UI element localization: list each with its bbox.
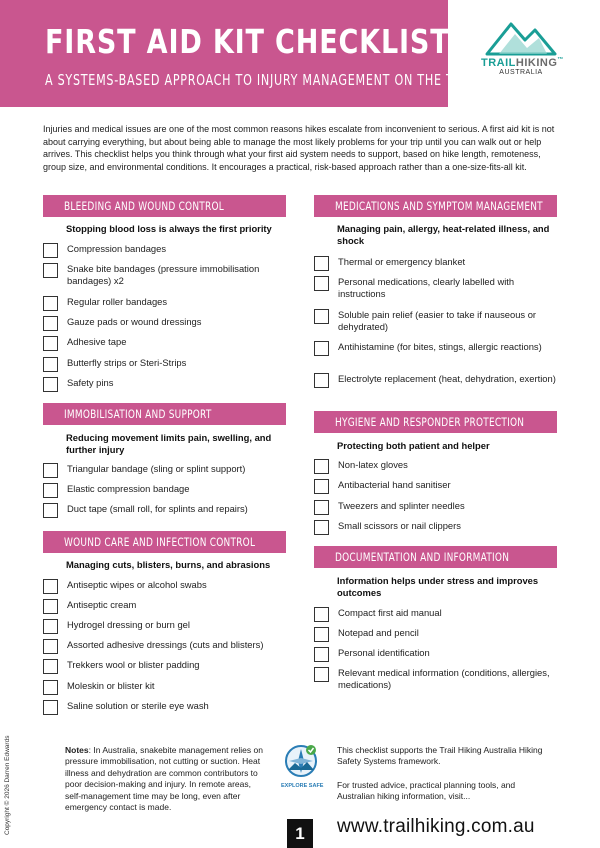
checkbox-icon[interactable] [314,276,329,291]
checklist-item-label: Personal identification [338,647,430,658]
checkbox-icon[interactable] [43,357,58,372]
checklist-item [43,263,286,288]
checklist-item [43,700,286,715]
checkbox-icon[interactable] [314,647,329,662]
section-title: MEDICATIONS AND SYMPTOM MANAGEMENT [335,199,543,213]
checkbox-icon[interactable] [43,700,58,715]
badge-label: EXPLORE SAFE [281,783,324,789]
checkbox-icon[interactable] [43,659,58,674]
checklist-item [43,336,286,351]
checklist-item-label: Saline solution or sterile eye wash [67,700,209,711]
checkbox-icon[interactable] [43,316,58,331]
checklist-item-label: Assorted adhesive dressings (cuts and blisters) [67,639,264,650]
checklist-item [314,309,557,334]
checklist-item-label: Butterfly strips or Steri-Strips [67,357,187,368]
checklist-item [43,619,286,634]
checklist-item [43,243,286,258]
checkbox-icon[interactable] [43,377,58,392]
checklist-item [314,607,557,622]
checklist-item-label: Small scissors or nail clippers [338,520,461,531]
checkbox-icon[interactable] [314,256,329,271]
checklist-item-label: Elastic compression bandage [67,483,190,494]
section-title: BLEEDING AND WOUND CONTROL [64,199,225,213]
section-lead: Managing pain, allergy, heat-related illness, and shock [337,223,550,247]
checkbox-icon[interactable] [314,627,329,642]
section-title: IMMOBILISATION AND SUPPORT [64,407,212,421]
section-header [314,546,557,568]
checklist-item-label: Adhesive tape [67,336,127,347]
checklist-item-label: Triangular bandage (sling or splint support) [67,463,246,474]
checklist-item-label: Duct tape (small roll, for splints and repairs) [67,503,248,514]
logo-wordmark [481,57,564,69]
checklist-item [314,276,557,301]
section-header [314,195,557,217]
checkbox-icon[interactable] [314,500,329,515]
checklist-item-label: Antiseptic cream [67,599,137,610]
checkbox-icon[interactable] [314,667,329,682]
checklist-item [314,520,557,535]
checklist-item-label: Soluble pain relief (easier to take if nauseous or dehydrated) [338,309,537,333]
checklist-item [43,316,286,331]
checkbox-icon[interactable] [314,373,329,388]
section-title: HYGIENE AND RESPONDER PROTECTION [335,415,525,429]
checklist-item [43,579,286,594]
section-lead: Reducing movement limits pain, swelling, and further injury [66,432,272,456]
checklist-item-label: Compression bandages [67,243,167,254]
checklist-item [314,341,557,356]
notes-label: Notes [65,745,89,755]
notes-block [65,745,263,813]
checklist-item [314,459,557,474]
checklist-item [43,296,286,311]
support-text-2: For trusted advice, practical planning tools, and Australian hiking information, visit... [337,779,516,802]
checkbox-icon[interactable] [43,579,58,594]
checklist-item-label: Notepad and pencil [338,627,419,638]
checklist-item [43,599,286,614]
checklist-item-label: Trekkers wool or blister padding [67,659,200,670]
checkbox-icon[interactable] [43,296,58,311]
checkbox-icon[interactable] [43,599,58,614]
checklist-item-label: Moleskin or blister kit [67,680,155,691]
checkbox-icon[interactable] [43,619,58,634]
mountain-logo-icon [485,18,557,56]
logo-tm: ™ [557,57,564,63]
checkbox-icon[interactable] [43,243,58,258]
page-number: 1 [287,819,313,848]
checklist-item-label: Electrolyte replacement (heat, dehydration, exertion) [338,373,556,384]
checklist-item [314,256,557,271]
section-lead: Information helps under stress and improves outcomes [337,575,539,599]
trailhiking-logo [481,18,564,88]
section-lead: Managing cuts, blisters, burns, and abrasions [66,559,271,570]
checkbox-icon[interactable] [43,639,58,654]
checkbox-icon[interactable] [43,680,58,695]
checklist-item-label: Antiseptic wipes or alcohol swabs [67,579,207,590]
checkbox-icon[interactable] [314,459,329,474]
checklist-item-label: Thermal or emergency blanket [338,256,466,267]
checklist-item-label: Relevant medical information (conditions, allergies, medications) [338,667,550,691]
page-title: FIRST AID KIT CHECKLIST [45,22,450,61]
checklist-item [43,357,286,372]
checklist-item-label: Antibacterial hand sanitiser [338,479,451,490]
section-header [314,411,557,433]
checkbox-icon[interactable] [43,483,58,498]
checkbox-icon[interactable] [314,479,329,494]
checkbox-icon[interactable] [43,463,58,478]
checklist-item-label: Hydrogel dressing or burn gel [67,619,190,630]
checklist-item [314,373,557,388]
copyright-text: Copyright © 2026 Darren Edwards [4,735,11,835]
checklist-item-label: Personal medications, clearly labelled with instructions [338,276,515,300]
intro-paragraph: Injuries and medical issues are one of the most common reasons hikes escalate from inconvenient to serious. A first aid kit is not about carrying everything, but about being able to manage the most likely problems for your trip until you can walk out or help arrives. This checklist helps you think through what your first aid system needs to support, based on hike length, remoteness, group size, and environmental conditions. It encourages a practical, risk-based approach rather than a one-size-fits-all kit. [43,124,555,173]
logo-region: AUSTRALIA [499,69,543,76]
checklist-item-label: Compact first aid manual [338,607,442,618]
checklist-item [43,483,286,498]
checklist-item-label: Regular roller bandages [67,296,168,307]
checkbox-icon[interactable] [43,503,58,518]
checklist-item-label: Safety pins [67,377,114,388]
checklist-item [43,377,286,392]
explore-safe-badge-icon [282,744,320,780]
support-block [337,745,547,803]
checklist-item [43,503,286,518]
checkbox-icon[interactable] [314,520,329,535]
checklist-item [43,639,286,654]
page-subtitle: A SYSTEMS-BASED APPROACH TO INJURY MANAGEMENT ON THE TRAIL [45,71,481,89]
section-title: DOCUMENTATION AND INFORMATION [335,550,510,564]
checklist-item [314,479,557,494]
checkbox-icon[interactable] [43,263,58,278]
website-link[interactable]: www.trailhiking.com.au [337,816,535,837]
logo-hiking: HIKING [515,57,558,69]
checkbox-icon[interactable] [314,607,329,622]
section-header [43,195,286,217]
checklist-item [43,659,286,674]
support-text-1: This checklist supports the Trail Hiking Australia Hiking Safety Systems framework. [337,745,543,767]
checklist-item-label: Antihistamine (for bites, stings, allergic reactions) [338,341,542,352]
checklist-item-label: Snake bite bandages (pressure immobilisation bandages) x2 [67,263,260,287]
checklist-item-label: Non-latex gloves [338,459,408,470]
section-lead: Protecting both patient and helper [337,440,490,451]
checkbox-icon[interactable] [314,341,329,356]
checkbox-icon[interactable] [314,309,329,324]
checklist-item [314,500,557,515]
checklist-item-label: Tweezers and splinter needles [338,500,465,511]
section-title: WOUND CARE AND INFECTION CONTROL [64,535,256,549]
checklist-item [314,647,557,662]
checklist-item [43,463,286,478]
notes-text: : In Australia, snakebite management relies on pressure immobilisation, not cutting or suction. Heat illness and dehydration are common contributors to poor decision-making and injury. In remote areas, self-management time may be long, even after emergency contact is made. [65,745,263,813]
checklist-item [314,667,557,692]
checklist-item [43,680,286,695]
checklist-item [314,627,557,642]
explore-safe-badge [281,744,324,789]
checklist-item-label: Gauze pads or wound dressings [67,316,202,327]
checkbox-icon[interactable] [43,336,58,351]
section-header [43,531,286,553]
logo-trail: TRAIL [481,57,516,69]
section-lead: Stopping blood loss is always the first priority [66,223,272,234]
section-header [43,403,286,425]
